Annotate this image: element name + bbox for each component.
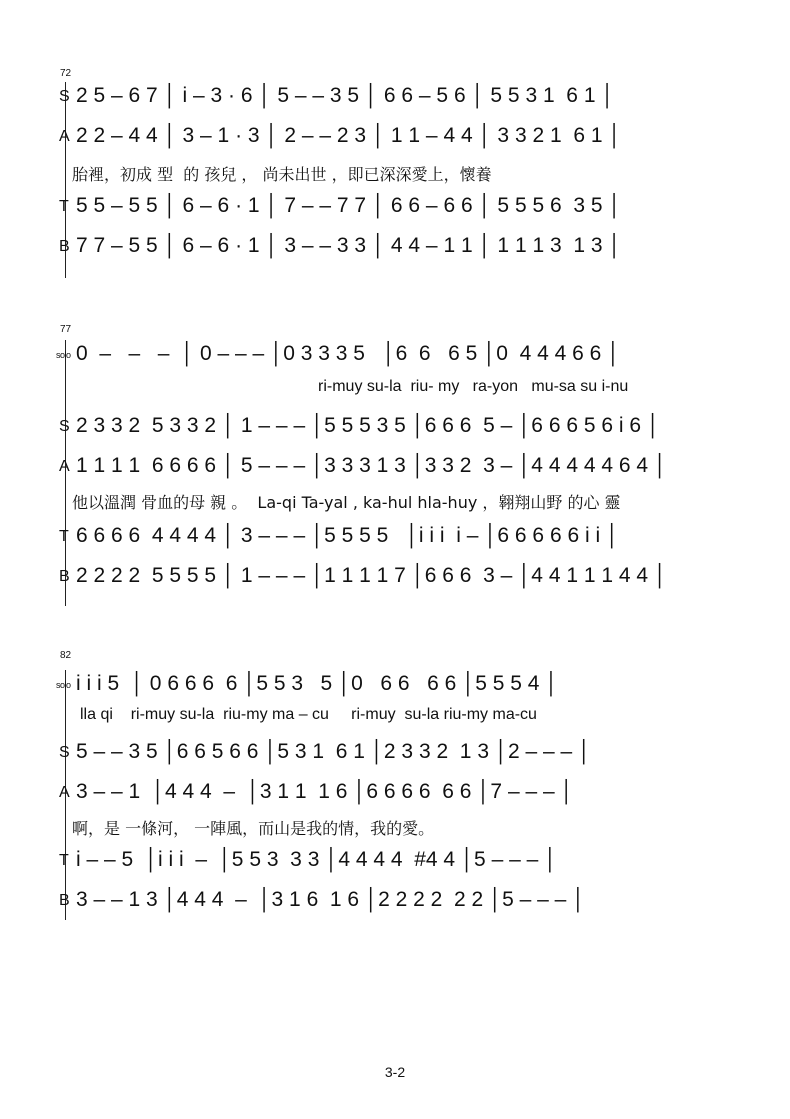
- lyric-line-solo: [0, 376, 790, 406]
- voice-bass: [0, 886, 790, 916]
- notes: 1 1 1 1 6 6 6 6 │ 5 – – – │3 3 3 1 3 │3 3 2 3 – │4 4 4 4 4 6 4 │: [76, 454, 668, 477]
- voice-tenor: [0, 192, 790, 222]
- voice-solo: [0, 670, 790, 700]
- lyric-line-solo: [0, 704, 790, 734]
- voice-soprano: [0, 412, 790, 442]
- voice-alto: [0, 452, 790, 482]
- voice-label: S: [59, 418, 70, 435]
- voice-solo: [0, 340, 790, 370]
- voice-label: T: [59, 852, 69, 869]
- notes: 2 2 – 4 4 │ 3 – 1 · 3 │ 2 – – 2 3 │ 1 1 – 4 4 │ 3 3 2 1 6 1 │: [76, 124, 622, 147]
- measure-number: 77: [60, 324, 72, 335]
- lyric-line: [0, 160, 790, 190]
- notes: 3 – – 1 │4 4 4 – │3 1 1 1 6 │6 6 6 6 6 6 │7 – – – │: [76, 780, 574, 803]
- notes: 5 5 – 5 5 │ 6 – 6 · 1 │ 7 – – 7 7 │ 6 6 – 6 6 │ 5 5 5 6 3 5 │: [76, 194, 622, 217]
- voice-label: B: [59, 238, 70, 255]
- voice-label: S: [59, 744, 70, 761]
- measure-number: 82: [60, 650, 72, 661]
- notes: i – – 5 │i i i – │5 5 3 3 3 │4 4 4 4 #4 4 │5 – – – │: [76, 848, 558, 871]
- lyric-text: 啊，是 一條河， 一陣風，而山是我的情，我的愛。: [72, 819, 435, 838]
- notes: 7 7 – 5 5 │ 6 – 6 · 1 │ 3 – – 3 3 │ 4 4 – 1 1 │ 1 1 1 3 1 3 │: [76, 234, 622, 257]
- notes: 3 – – 1 3 │4 4 4 – │3 1 6 1 6 │2 2 2 2 2 2 │5 – – – │: [76, 888, 586, 911]
- voice-label: B: [59, 568, 70, 585]
- voice-label: B: [59, 892, 70, 909]
- voice-soprano: [0, 738, 790, 768]
- page-number: 3-2: [384, 1064, 406, 1080]
- voice-label: A: [59, 128, 70, 145]
- voice-label: T: [59, 198, 69, 215]
- voice-bass: [0, 562, 790, 592]
- notes: i i i 5 │ 0 6 6 6 6 │5 5 3 5 │0 6 6 6 6 │5 5 5 4 │: [76, 672, 559, 695]
- lyric-line: [0, 488, 790, 518]
- notes: 2 3 3 2 5 3 3 2 │ 1 – – – │5 5 5 3 5 │6 6 6 5 – │6 6 6 5 6 i 6 │: [76, 414, 661, 437]
- measure-number: 72: [60, 68, 72, 79]
- lyric-text: 胎裡，初成 型 的 孩兒 ， 尚未出世 ，即已深深愛上，懷養: [72, 165, 492, 184]
- notes: 0 – – – │ 0 – – – │0 3 3 3 5 │6 6 6 5 │0 4 4 4 6 6 │: [76, 342, 621, 365]
- voice-label: solo: [56, 680, 71, 690]
- voice-alto: [0, 122, 790, 152]
- voice-label: solo: [56, 350, 71, 360]
- lyric-text: 他以溫潤 骨血的母 親 。 La-qi Ta-yal , ka-hul hla-huy ，翱翔山野 的心 靈: [72, 493, 621, 512]
- voice-label: A: [59, 458, 70, 475]
- voice-bass: [0, 232, 790, 262]
- voice-label: A: [59, 784, 70, 801]
- notes: 2 2 2 2 5 5 5 5 │ 1 – – – │1 1 1 1 7 │6 6 6 3 – │4 4 1 1 1 4 4 │: [76, 564, 668, 587]
- voice-tenor: [0, 846, 790, 876]
- notes: 2 5 – 6 7 │ i – 3 · 6 │ 5 – – 3 5 │ 6 6 – 5 6 │ 5 5 3 1 6 1 │: [76, 84, 615, 107]
- voice-tenor: [0, 522, 790, 552]
- voice-label: T: [59, 528, 69, 545]
- lyric-text: lla qi ri-muy su-la riu-my ma – cu ri-muy su-la riu-my ma-cu: [80, 706, 537, 723]
- voice-alto: [0, 778, 790, 808]
- voice-soprano: [0, 82, 790, 112]
- notes: 6 6 6 6 4 4 4 4 │ 3 – – – │5 5 5 5 │i i i i – │6 6 6 6 6 i i │: [76, 524, 620, 547]
- lyric-text: ri-muy su-la riu- my ra-yon mu-sa su i-nu: [318, 378, 629, 395]
- voice-label: S: [59, 88, 70, 105]
- lyric-line: [0, 814, 790, 844]
- notes: 5 – – 3 5 │6 6 5 6 6 │5 3 1 6 1 │2 3 3 2 1 3 │2 – – – │: [76, 740, 592, 763]
